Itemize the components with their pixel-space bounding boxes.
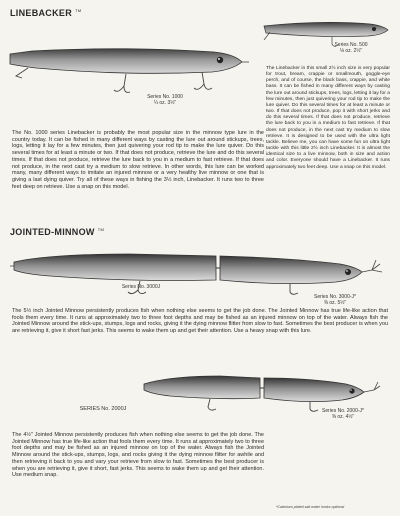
series-1000-name: Series No. 1000 [147,94,183,100]
series-2000J-name: SERIES No. 2000J [79,406,127,412]
series-500-description: The Linebacker in this small 2½ inch size is very popular for trout, bream, crappie or smallmouth, goggle-eye perch, and of course, the black bass, crappie, and white bass. It can be fished in many different ways by casting the lure out around stickups, trees, logs, letting it lay for a few minutes, then just quivering your rod tip to make the lure quiver. Do this several times for at least a minute or two. If that does not produce, pop it with short jerks and do this several times. If that does not produce, retrieve the lure back to you in a medium to fast retrieve. If that does not produce, in the next cast try medium to slow retrieve. It is designed to be used with the ultra light tackle. Believe me, you can have some fun on ultra light tackle with this little 2½ inch Linebacker. It is almost the identical size to a live minnow, both in size and action and color. Everyone should have a Linebacker. It runs approximately two feet deep. Use a snap on this model. [266,66,390,170]
linebacker-lure-large-image [6,32,250,104]
linebacker-heading: LINEBACKER ™ [10,8,82,18]
series-2000J-small-size: ⅜ oz. 4½" [331,414,355,420]
series-1000-caption [132,94,198,106]
series-3000J-description: The 5½ inch Jointed Minnow persistently produces fish when nothing else seems to get the job done. The Jointed Minnow has true life-like action that fools them every time. It runs at approximately two to three foot depths and may be fished as an injured minnow on top of the water. Always fish the Jointed Minnow around the stick-ups, stumps, logs and rocks, giving it the dying minnow flitter from slow to fast. Sometimes the best producer is when you are retrieving it, give it short fast jerks. This seems to wake them up and get their attention. Use a heavy snap with this lure. [12,308,388,335]
jointed-minnow-heading: JOINTED-MINNOW ™ [10,227,105,237]
series-3000J-name: Series No. 3000J [121,284,161,290]
series-2000J-small-name: Series No. 2000-J* [322,408,364,414]
series-500-name: Series No. 500 [334,42,368,48]
series-3000J-small-caption [300,294,370,306]
series-3000J-caption [96,284,186,290]
jointed-minnow-small-image [140,362,384,414]
jointed-minnow-large-image [10,234,386,298]
series-1000-description: The No. 1000 series Linebacker is probably the most popular size in the minnow type lure in the country today. It can be fished in many different ways by casting the lure out around stickups, trees, logs, letting it lay for a few minutes, then just quivering your rod tip to make the lure quiver. Do this several times for at least a minute or two. If that does not produce, retrieve the lure and do this several times. If that does not produce, retrieve the lure back to you in a medium to fast retrieve. If that does not produce, in the next cast try a medium to slow retrieve. In other words, this lure can be worked many, many different ways to imitate an injured minnow or a very healthy live minnow or one that is giving a last dying quiver. Try all of these ways in fishing the 3½ inch, Linebacker. It runs two to three feet deep on retrieve. Use a snap on this model. [12,130,264,190]
series-2000J-description: The 4½" Jointed Minnow persistently produces fish when nothing else seems to get the job done. The Jointed Minnow has true life-like action that fools them every time. It runs at approximately two to three foot depths and may be fished as an injured minnow on top of the water. Always fish the Jointed Minnow around the stick-ups, stumps, logs, and rocks giving it the dying minnow flitter for awhile and then retrieving it back to you and vary your retrieve from slow to fast. Sometimes the best producer is when you are retrieving it, give it short, fast jerks. This seems to wake them up and get their attention. Use medium snap. [12,432,264,479]
series-2000J-caption [58,406,148,412]
cadmium-footnote: *Cadmium plated salt water hooks optional [276,505,345,509]
series-500-size: ⅛ oz. 2½" [339,48,363,54]
series-500-caption [318,42,384,54]
series-2000J-small-caption [308,408,378,420]
series-3000J-small-name: Series No. 3000-J* [314,294,356,300]
series-1000-size: ¼ oz. 3½" [153,100,177,106]
series-3000J-small-size: ⅜ oz. 5½" [323,300,347,306]
